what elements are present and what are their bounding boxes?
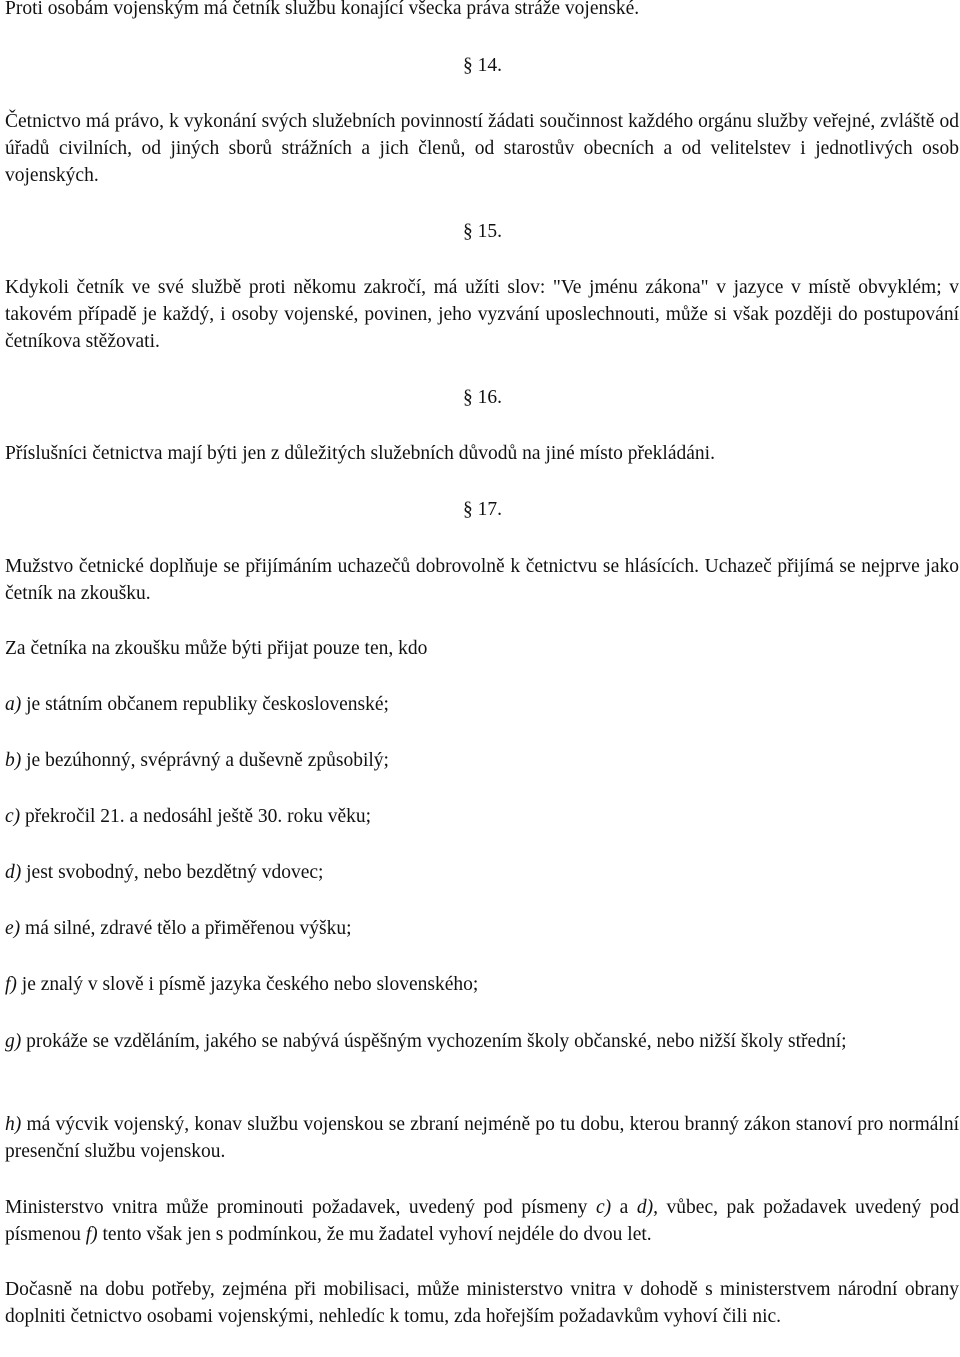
condition-letter: e) [5,918,21,939]
condition-text: má silné, zdravé tělo a přiměřenou výšku; [20,918,352,939]
waiver-ref: d), [636,1197,658,1218]
condition-letter: c) [5,806,21,827]
section-heading-17: § 17. [463,499,502,520]
section-heading-16: § 16. [463,387,502,408]
section-heading-15: § 15. [463,221,502,242]
condition-b [5,747,959,774]
waiver-ref: c) [595,1197,612,1218]
waiver-text: vůbec, pak požadavek uvedený pod písmenou [5,1197,959,1245]
condition-text: je znalý v slově i písmě jazyka českého nebo slovenského; [16,974,479,995]
condition-d [5,859,959,886]
condition-letter: a) [5,694,22,715]
condition-letter: d) [5,862,22,883]
condition-h [5,1111,959,1165]
condition-text: je bezúhonný, svéprávný a duševně způsobilý; [21,750,389,771]
waiver-text: a [611,1197,637,1218]
condition-c [5,803,959,830]
section-text-15: Kdykoli četník ve své službě proti někomu zakročí, má užíti slov: "Ve jménu zákona" v jazyce v místě obvyklém; v takovém případě je každý, i osoby vojenské, povinen, jeho vyzvání uposlechnouti, může si však později do postupování četníkova stěžovati. [5,277,959,352]
condition-letter: h) [5,1114,22,1135]
condition-f [5,971,959,998]
condition-a [5,691,959,718]
conditions-intro: Za četníka na zkoušku může býti přijat pouze ten, kdo [5,638,428,659]
condition-text: má výcvik vojenský, konav službu vojenskou se zbraní nejméně po tu dobu, kterou branný zákon stanoví pro normální presenční službu vojenskou. [5,1114,959,1162]
condition-text: prokáže se vzděláním, jakého se nabývá úspěšným vychozením školy občanské, nebo nižší školy střední; [21,1031,847,1052]
mobilization-paragraph: Dočasně na dobu potřeby, zejména při mobilisaci, může ministerstvo vnitra v dohodě s ministerstvem národní obrany doplniti četnictvo osobami vojenskými, nehledíc k tomu, zda hořejším požadavkům vyhoví čili nic. [5,1279,959,1327]
condition-text: je státním občanem republiky československé; [21,694,389,715]
waiver-paragraph [5,1194,959,1248]
section-text-16: Příslušníci četnictva mají býti jen z důležitých služebních důvodů na jiné místo překládáni. [5,443,715,464]
condition-letter: g) [5,1031,22,1052]
condition-letter: b) [5,750,22,771]
intro-paragraph: Proti osobám vojenským má četník službu konající všecka práva stráže vojenské. [5,0,640,19]
condition-g [5,1028,959,1055]
condition-letter: f) [5,974,17,995]
waiver-text: Ministerstvo vnitra může prominouti požadavek, uvedený pod písmeny [5,1197,596,1218]
condition-text: překročil 21. a nedosáhl ještě 30. roku věku; [20,806,372,827]
condition-e [5,915,959,942]
section-heading-14: § 14. [463,55,502,76]
section-text-17: Mužstvo četnické doplňuje se přijímáním uchazečů dobrovolně k četnictvu se hlásících. Uchazeč přijímá se nejprve jako četník na zkoušku. [5,556,959,604]
section-text-14: Četnictvo má právo, k vykonání svých služebních povinností žádati součinnost každého orgánu služby veřejné, zvláště od úřadů civilních, od jiných sborů strážních a jich členů, od starostův obecních a od velitelstev i jednotlivých osob vojenských. [5,111,959,186]
waiver-text: tento však jen s podmínkou, že mu žadatel vyhoví nejdéle do dvou let. [97,1224,652,1245]
waiver-ref: f) [85,1224,98,1245]
condition-text: jest svobodný, nebo bezdětný vdovec; [21,862,324,883]
